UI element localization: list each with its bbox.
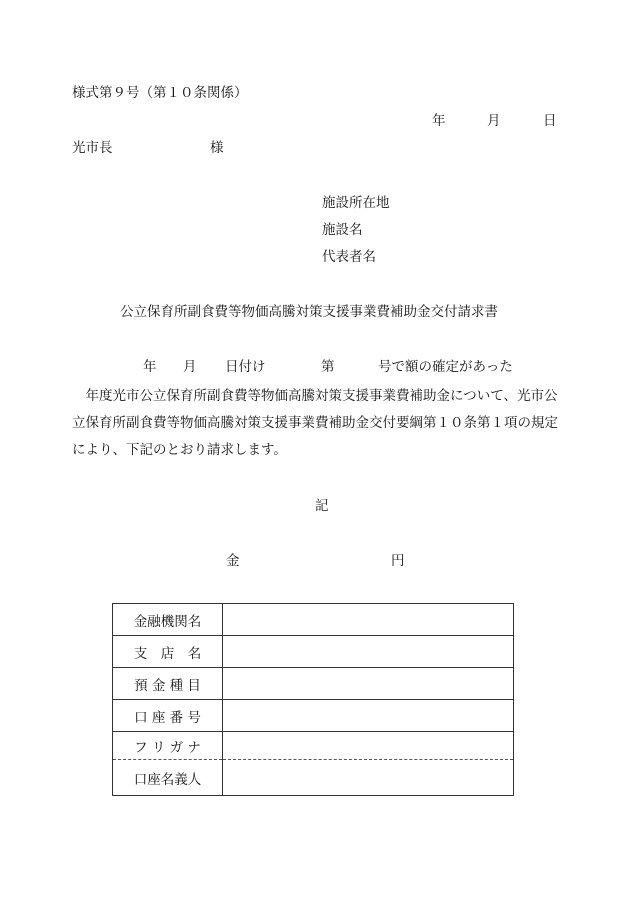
table-row	[113, 732, 514, 760]
table-row	[113, 636, 514, 668]
confirm-month-label: 月	[183, 359, 197, 375]
date-year-label: 年	[432, 113, 446, 129]
bank-name-label: 金融機関名	[113, 604, 223, 636]
facility-address-label: 施設所在地	[322, 195, 390, 211]
representative-label: 代表者名	[322, 249, 376, 265]
document-title: 公立保育所副食費等物価高騰対策支援事業費補助金交付請求書	[120, 304, 498, 320]
addressee-honorific: 様	[210, 140, 224, 156]
table-row	[113, 604, 514, 636]
account-type-field[interactable]	[223, 668, 514, 700]
account-holder-label: 口座名義人	[113, 760, 223, 796]
addressee-name: 光市長	[72, 140, 113, 156]
branch-name-field[interactable]	[223, 636, 514, 668]
table-row	[113, 760, 514, 796]
confirm-year-label: 年	[143, 359, 157, 375]
amount-label: 金	[226, 553, 240, 569]
bank-account-table	[112, 603, 514, 796]
furigana-field[interactable]	[223, 732, 514, 760]
account-number-label: 口 座 番 号	[113, 700, 223, 732]
confirm-number-prefix: 第	[321, 359, 335, 375]
furigana-label: フ リ ガ ナ	[113, 732, 223, 760]
branch-name-label: 支 店 名	[113, 636, 223, 668]
amount-unit: 円	[391, 553, 405, 569]
account-number-field[interactable]	[223, 700, 514, 732]
request-paragraph: 年度光市公立保育所副食費等物価高騰対策支援事業費補助金について、光市公立保育所副食費等物価高騰対策支援事業費補助金交付要綱第１０条第１項の規定により、下記のとおり請求します。	[72, 388, 558, 458]
date-day-label: 日	[543, 113, 557, 129]
bank-name-field[interactable]	[223, 604, 514, 636]
account-type-label: 預 金 種 目	[113, 668, 223, 700]
table-row	[113, 668, 514, 700]
note-heading: 記	[315, 498, 329, 514]
form-number: 様式第９号（第１０条関係）	[72, 85, 248, 101]
confirm-number-suffix: 号で額の確定があった	[378, 359, 513, 375]
facility-name-label: 施設名	[322, 222, 363, 238]
account-holder-field[interactable]	[223, 760, 514, 796]
table-row	[113, 700, 514, 732]
date-month-label: 月	[487, 113, 501, 129]
confirm-dated-label: 日付け	[225, 359, 266, 375]
